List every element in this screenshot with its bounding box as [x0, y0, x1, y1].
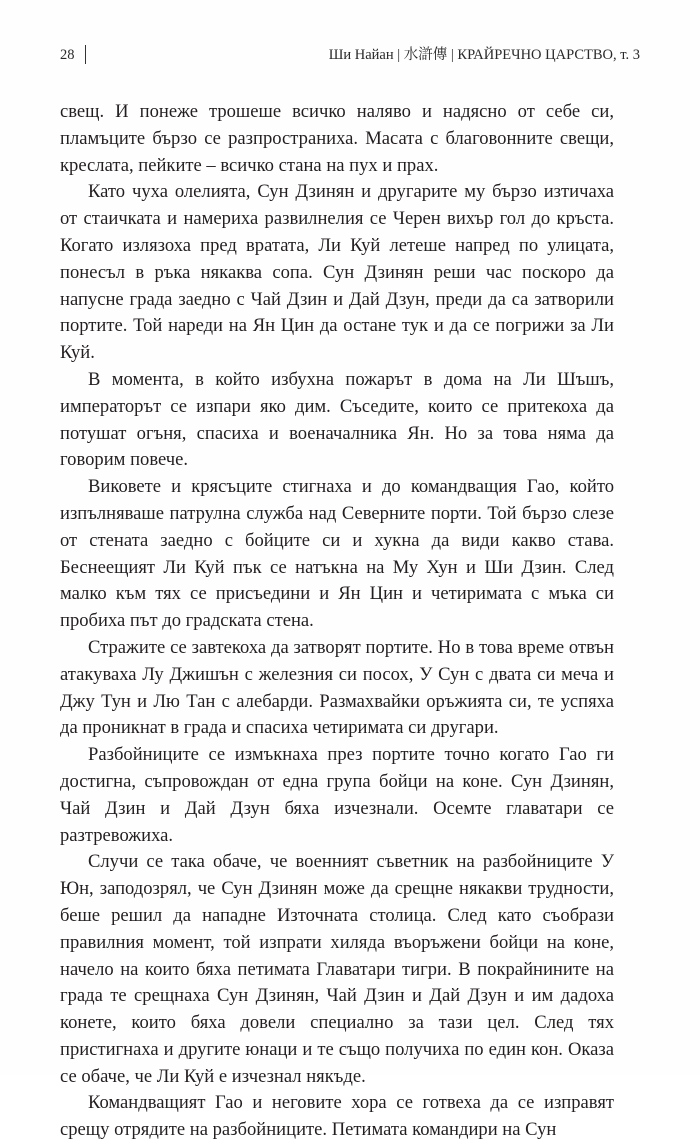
paragraph-continuation: свещ. И понеже трошеше всичко наляво и надясно от себе си, пламъците бързо се разпространиха. Масата с благовонните свещи, креслата, пейките – всичко стана на пух и прах. [60, 101, 614, 176]
header-divider [85, 45, 86, 64]
body-text [60, 99, 614, 1144]
running-title: Ши Найан | 水滸傳 | КРАЙРЕЧНО ЦАРСТВО, т. 3 [328, 47, 640, 63]
paragraph: Командващият Гао и неговите хора се готвеха да се изправят срещу отрядите на разбойниците. Петимата командири на Сун [60, 1092, 614, 1141]
paragraph: Случи се така обаче, че военният съветник на разбойниците У Юн, заподозрял, че Сун Дзинян може да срещне някакви трудности, беше решил да нападне Източната столица. След като съобрази правилния момент, той изпрати хиляда въоръжени бойци на коне, начело на които бяха петимата Главатари тигри. В покрайнините на града те срещнаха Сун Дзинян, Чай Дзин и Дай Дзун и им дадоха конете, които бяха довели специално за тази цел. След тях пристигнаха и другите юнаци и те също получиха по един кон. Оказа се обаче, че Ли Куй е изчезнал някъде. [60, 851, 614, 1087]
running-header [60, 44, 640, 66]
paragraph: В момента, в който избухна пожарът в дома на Ли Шъшъ, императорът се изпари яко дим. Съседите, които се притекоха да потушат огъня, спасиха и военачалника Ян. Но за това няма да говорим повече. [60, 368, 614, 471]
page-number: 28 [60, 47, 75, 63]
paragraph: Виковете и крясъците стигнаха и до командващия Гао, който изпълняваше патрулна служба над Северните порти. Той бързо слезе от стената заедно с бойците си и хукна да види какво става. Беснеещият Ли Куй пък се натъкна на Му Хун и Ши Дзин. След малко към тях се присъедини и Ян Цин и четиримата с мъка си пробиха път до градската стена. [60, 476, 614, 632]
paragraph: Като чуха олелията, Сун Дзинян и другарите му бързо изтичаха от стаичката и намериха развилнелия се Черен вихър гол до кръста. Когато излязоха пред вратата, Ли Куй летеше напред по улицата, понесъл в ръка някаква сопа. Сун Дзинян реши час поскоро да напусне града заедно с Чай Дзин и Дай Дзун, преди да са затворили портите. Той нареди на Ян Цин да остане тук и да се погрижи за Ли Куй. [60, 181, 614, 364]
paragraph: Стражите се завтекоха да затворят портите. Но в това време отвън атакуваха Лу Джишън с железния си посох, У Сун с двата си меча и Джу Тун и Лю Тан с алебарди. Размахвайки оръжията си, те успяха да проникнат в града и спасиха четиримата си другари. [60, 636, 614, 739]
paragraph: Разбойниците се измъкнаха през портите точно когато Гао ги достигна, съпровождан от една група бойци на коне. Сун Дзинян, Чай Дзин и Дай Дзун бяха изчезнали. Осемте главатари се разтревожиха. [60, 744, 614, 846]
